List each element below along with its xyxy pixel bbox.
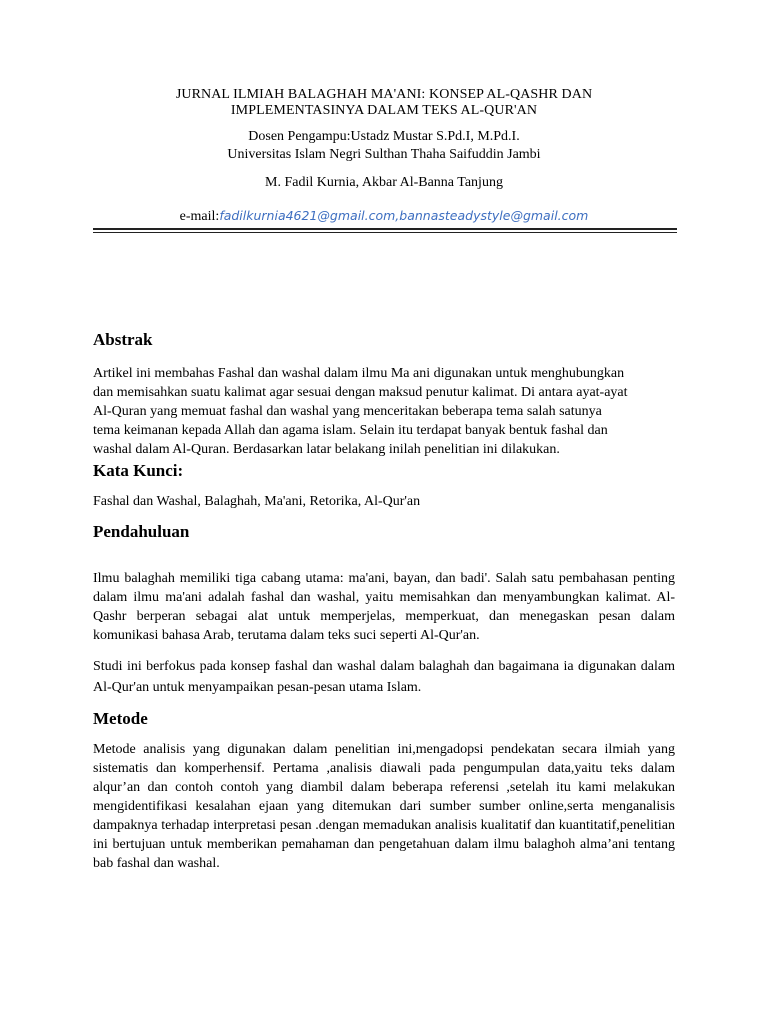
university-line: Universitas Islam Negri Sulthan Thaha Saifuddin Jambi xyxy=(227,147,541,162)
introduction-heading: Pendahuluan xyxy=(93,522,190,541)
abstract-body xyxy=(93,364,675,459)
email-label: e-mail: xyxy=(179,209,220,224)
email-link[interactable]: fadilkurnia4621@gmail.com,bannasteadystyle@gmail.com xyxy=(219,208,589,223)
method-paragraph: Metode analisis yang digunakan dalam penelitian ini,mengadopsi pendekatan secara ilmiah yang sistematis dan komperhensif. Pertama ,analisis diawali pada pengumpulan data,yaitu teks dalam alqur’an dan contoh contoh yang diambil dalam beberapa referensi ,setelah itu kami melakukan mengidentifikasi kesalahan ejaan yang ditemukan dari sumber sumber online,serta menganalisis dampaknya terhadap interpretasi pesan .dengan memadukan analisis kualitatif dan kuantitatif,penelitian ini bertujuan untuk memberikan pemahaman dan pengetahuan dalam ilmu balaghoh alma’ani tentang bab fashal dan washal. xyxy=(93,742,675,871)
paper-title-line-2: IMPLEMENTASINYA DALAM TEKS AL-QUR'AN xyxy=(230,103,538,118)
email-line xyxy=(93,208,675,225)
abstract-line: dan memisahkan suatu kalimat agar sesuai dengan maksud penutur kalimat. Di antara ayat-ayat xyxy=(93,385,628,400)
title-block xyxy=(93,87,675,225)
paper-title-line-1: JURNAL ILMIAH BALAGHAH MA'ANI: KONSEP AL-QASHR DAN xyxy=(175,87,593,102)
header-divider xyxy=(93,228,677,233)
method-heading: Metode xyxy=(93,709,148,728)
authors-line: M. Fadil Kurnia, Akbar Al-Banna Tanjung xyxy=(265,175,503,190)
abstract-line: Artikel ini membahas Fashal dan washal dalam ilmu Ma ani digunakan untuk menghubungkan xyxy=(93,366,625,381)
abstract-line: tema keimanan kepada Allah dan agama islam. Selain itu terdapat banyak bentuk fashal dan xyxy=(93,423,608,438)
keywords-text: Fashal dan Washal, Balaghah, Ma'ani, Retorika, Al-Qur'an xyxy=(93,494,421,509)
keywords-heading: Kata Kunci: xyxy=(93,461,184,480)
abstract-heading: Abstrak xyxy=(93,330,153,349)
abstract-line: Al-Quran yang memuat fashal dan washal yang menceritakan beberapa tema salah satunya xyxy=(93,404,602,419)
abstract-line: washal dalam Al-Quran. Berdasarkan latar belakang inilah penelitian ini dilakukan. xyxy=(93,442,560,457)
introduction-paragraph-2: Studi ini berfokus pada konsep fashal dan washal dalam balaghah dan bagaimana ia digunakan dalam Al-Qur'an untuk menyampaikan pesan-pesan utama Islam. xyxy=(93,659,675,695)
lecturer-line: Dosen Pengampu:Ustadz Mustar S.Pd.I, M.Pd.I. xyxy=(248,129,520,144)
introduction-paragraph-1: Ilmu balaghah memiliki tiga cabang utama: ma'ani, bayan, dan badi'. Salah satu pembahasan penting dalam ilmu ma'ani adalah fashal dan washal, yaitu memisahkan dan menyambungkan kalimat. Al-Qashr berperan sebagai alat untuk memperjelas, memperkuat, dan menegaskan pesan dalam komunikasi bahasa Arab, terutama dalam teks suci seperti Al-Qur'an. xyxy=(93,571,675,643)
